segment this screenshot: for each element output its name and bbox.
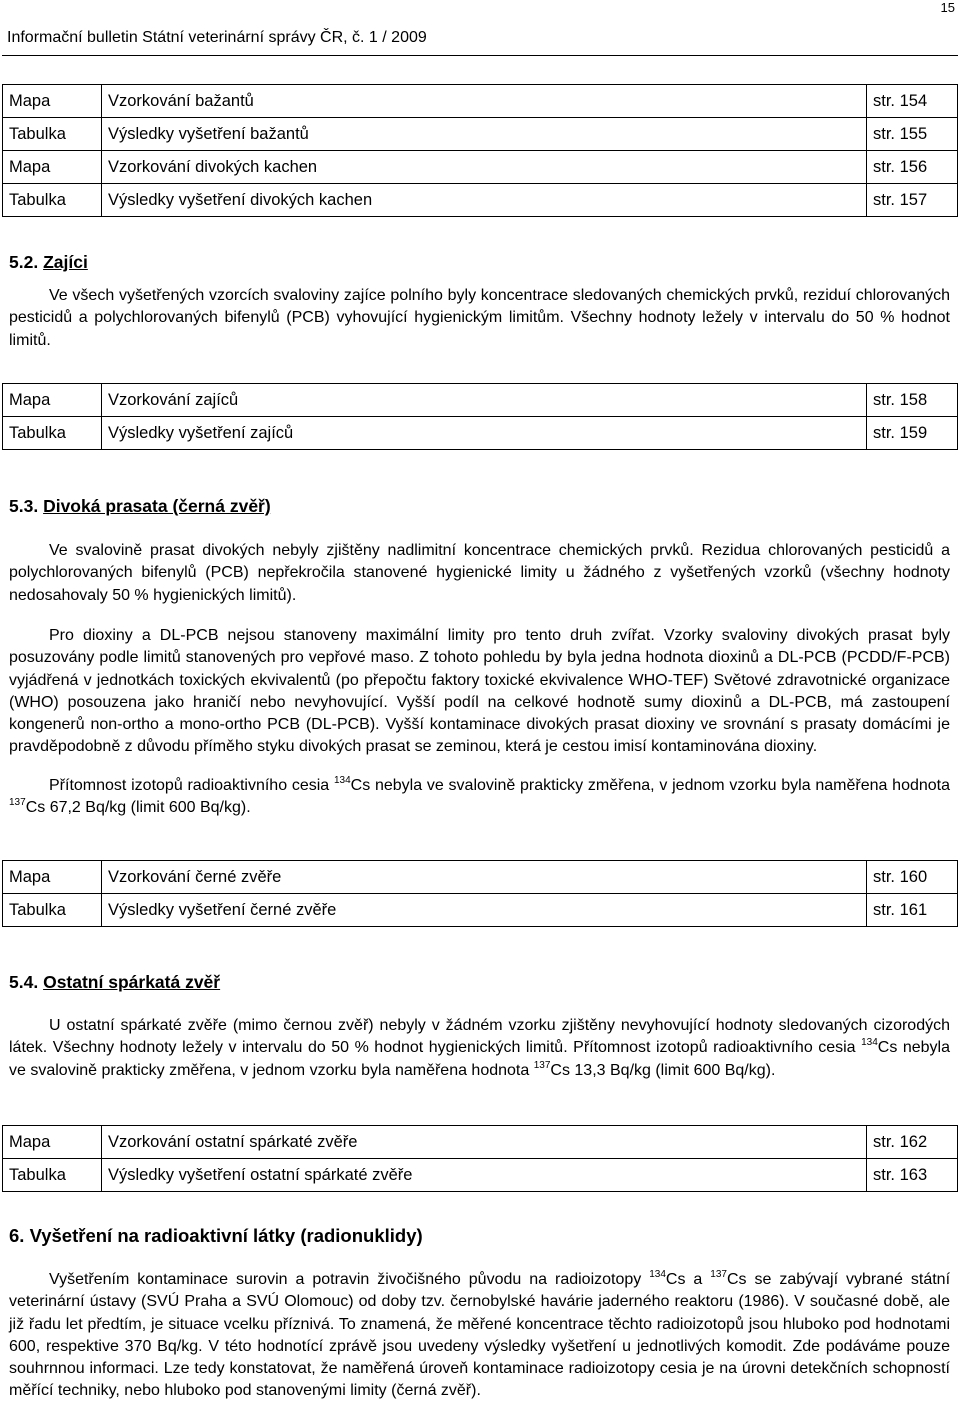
paragraph-text: Přítomnost izotopů radioaktivního cesia	[49, 777, 334, 794]
item-title: Vzorkování černé zvěře	[102, 861, 867, 894]
paragraph-text: Vyšetřením kontaminace surovin a potravin živočišného původu na radioizotopy	[49, 1271, 650, 1288]
item-page: str. 154	[867, 85, 958, 118]
table-row	[3, 184, 958, 217]
item-type: Mapa	[3, 861, 102, 894]
item-page: str. 163	[867, 1159, 958, 1192]
paragraph-text: Ve svalovině prasat divokých nebyly zjištěny nadlimitní koncentrace chemických prvků. Rezidua chlorovaných pesticidů a polychlorovaných bifenylů (PCB) nepřekročila stanovené hygienické limity u žádného z vyšetřených vzorků (všechny hodnoty nedosahovaly 50 % hygienických limitů).	[9, 542, 950, 604]
table-row	[3, 151, 958, 184]
item-page: str. 160	[867, 861, 958, 894]
section-paragraph	[9, 285, 950, 352]
item-page: str. 159	[867, 417, 958, 450]
item-page: str. 158	[867, 384, 958, 417]
isotope-superscript: 137	[710, 1269, 727, 1280]
item-type: Tabulka	[3, 894, 102, 927]
section-title: Ostatní spárkatá zvěř	[43, 972, 221, 992]
item-page: str. 162	[867, 1126, 958, 1159]
section-paragraph	[9, 625, 950, 759]
section-heading-6	[9, 1225, 423, 1247]
item-title: Vzorkování divokých kachen	[102, 151, 867, 184]
table-row	[3, 384, 958, 417]
table-row	[3, 894, 958, 927]
section-title: Vyšetření na radioaktivní látky (radionuklidy)	[29, 1225, 423, 1246]
section-number: 5.3.	[9, 496, 39, 516]
item-page: str. 155	[867, 118, 958, 151]
reference-table-other-ungulates	[2, 1125, 958, 1192]
paragraph-text: Cs nebyla ve svalovině prakticky změřena, v jednom vzorku byla naměřena hodnota	[350, 777, 951, 794]
item-page: str. 161	[867, 894, 958, 927]
item-page: str. 157	[867, 184, 958, 217]
item-title: Výsledky vyšetření černé zvěře	[102, 894, 867, 927]
page-header: Informační bulletin Státní veterinární správy ČR, č. 1 / 2009	[7, 29, 427, 46]
isotope-superscript: 134	[333, 775, 351, 786]
section-paragraph	[9, 1015, 950, 1082]
section-heading-5-2	[9, 252, 88, 273]
table-row	[3, 1159, 958, 1192]
paragraph-text: Cs a	[665, 1271, 711, 1288]
item-page: str. 156	[867, 151, 958, 184]
table-row	[3, 861, 958, 894]
item-type: Tabulka	[3, 118, 102, 151]
item-title: Vzorkování ostatní spárkaté zvěře	[102, 1126, 867, 1159]
section-title: Zajíci	[43, 252, 88, 272]
table-row	[3, 85, 958, 118]
item-type: Tabulka	[3, 1159, 102, 1192]
paragraph-text: Cs 13,3 Bq/kg (limit 600 Bq/kg).	[550, 1061, 776, 1079]
isotope-superscript: 137	[533, 1059, 551, 1071]
section-number: 6.	[9, 1225, 25, 1246]
item-type: Mapa	[3, 85, 102, 118]
item-type: Mapa	[3, 1126, 102, 1159]
paragraph-text: Cs 67,2 Bq/kg (limit 600 Bq/kg).	[25, 799, 251, 817]
item-title: Výsledky vyšetření divokých kachen	[102, 184, 867, 217]
item-type: Tabulka	[3, 184, 102, 217]
table-row	[3, 118, 958, 151]
section-number: 5.2.	[9, 252, 39, 272]
section-paragraph	[9, 775, 950, 820]
header-rule	[2, 55, 958, 56]
isotope-superscript: 134	[649, 1269, 666, 1280]
section-title: Divoká prasata (černá zvěř)	[43, 496, 271, 516]
paragraph-text: Ve všech vyšetřených vzorcích svaloviny zajíce polního byly koncentrace sledovaných chemických prvků, reziduí chlorovaných pesticidů a polychlorovaných bifenylů (PCB) vyhovující hygienickým limitům. Všechny hodnoty ležely v intervalu do 50 % hodnot limitů.	[9, 287, 950, 349]
paragraph-text: Cs se zabývají vybrané státní veterinární ústavy (SVÚ Praha a SVÚ Olomouc) od doby tzv. černobylské havárie jaderného reaktoru (1986). V současné době, ale již řadu let předtím, je situace vcelku příznivá. To znamená, že měřené koncentrace těchto radioizotopů jsou hluboko pod hodnotami 600, respektive 370 Bq/kg. V této hodnotící zprávě jsou uvedeny výsledky vyšetření u jednotlivých komodit. Zde podáváme pouze souhrnnou informaci. Lze tedy konstatovat, že naměřená úroveň kontaminace radioizotopy cesia je na úrovni detekčních schopností měřící techniky, nebo hluboko pod stanovenými limity (černá zvěř).	[9, 1271, 951, 1400]
item-title: Vzorkování bažantů	[102, 85, 867, 118]
item-title: Výsledky vyšetření zajíců	[102, 417, 867, 450]
page-number: 15	[940, 0, 955, 15]
paragraph-text: Pro dioxiny a DL-PCB nejsou stanoveny maximální limity pro tento druh zvířat. Vzorky svaloviny divokých prasat byly posuzovány podle limitů stanovených pro vepřové maso. Z tohoto pohledu by byla jedna hodnota dioxinů a DL-PCB (PCDD/F-PCB) vyjádřená v jednotkách toxických ekvivalentů (po přepočtu faktory toxické ekvivalence WHO-TEF) Světové zdravotnické organizace (WHO) posouzena jako hraničí nebo nevyhovující. Vyšší podíl na celkové hodnotě sumy dioxinů a DL-PCB, má zastoupení kongenerů non-ortho a mono-ortho PCB (DL-PCB). Vyšší kontaminace divokých prasat dioxiny ve srovnání s prasaty domácími je pravděpodobně z důvodu příměho styku divokých prasat se zeminou, která je cestou imisí kontaminována dioxiny.	[9, 627, 950, 756]
table-row	[3, 1126, 958, 1159]
paragraph-text: Cs nebyla ve svalovině prakticky změřena, v jednom vzorku byla naměřena hodnota	[9, 1039, 950, 1079]
item-type: Mapa	[3, 151, 102, 184]
item-title: Výsledky vyšetření bažantů	[102, 118, 867, 151]
reference-table-wild-boar	[2, 860, 958, 927]
section-paragraph	[9, 540, 950, 607]
table-row	[3, 417, 958, 450]
section-heading-5-3	[9, 496, 271, 517]
section-paragraph	[9, 1269, 950, 1403]
item-type: Tabulka	[3, 417, 102, 450]
section-number: 5.4.	[9, 972, 39, 992]
reference-table-hares	[2, 383, 958, 450]
paragraph-text: U ostatní spárkaté zvěře (mimo černou zvěř) nebyly v žádném vzorku zjištěny nevyhovující hodnoty sledovaných cizorodých látek. Všechny hodnoty ležely v intervalu do 50 % hodnot hygienických limitů. Přítomnost izotopů radioaktivního cesia	[9, 1017, 950, 1057]
item-title: Výsledky vyšetření ostatní spárkaté zvěře	[102, 1159, 867, 1192]
isotope-superscript: 134	[861, 1037, 878, 1049]
section-heading-5-4	[9, 972, 220, 993]
item-type: Mapa	[3, 384, 102, 417]
reference-table-pheasants-ducks	[2, 84, 958, 217]
item-title: Vzorkování zajíců	[102, 384, 867, 417]
isotope-superscript: 137	[9, 797, 26, 809]
